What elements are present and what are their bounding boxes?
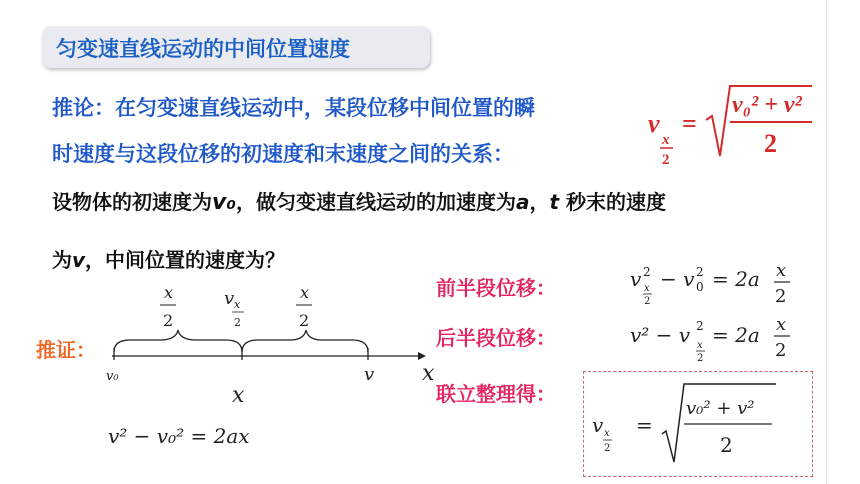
mid-v-sub-den: 2 [234, 316, 241, 329]
brace-left [114, 330, 242, 352]
proof-label: 推证： [36, 338, 96, 362]
formula-top-sub-den: 2 [662, 152, 670, 168]
problem-text-b: ，做匀变速直线运动的加速度为 [235, 190, 516, 214]
formula-top-numerator: v₀² + v² [732, 92, 802, 118]
svg-text:v² − v: v² − v [630, 323, 691, 347]
svg-text:2: 2 [720, 433, 733, 457]
brace-right [242, 330, 368, 352]
svg-text:v: v [630, 267, 642, 291]
var-v: v [72, 248, 86, 272]
first-half-label: 前半段位移： [436, 276, 556, 300]
formula-top-lhs: v [648, 109, 660, 138]
page-title: 匀变速直线运动的中间位置速度 [56, 37, 350, 61]
svg-text:x: x [604, 428, 610, 439]
formula-top-sub-num: x [662, 132, 670, 148]
axis-arrow [418, 352, 426, 360]
combine-label: 联立整理得： [436, 382, 556, 406]
svg-text:2: 2 [644, 296, 651, 307]
svg-text:=: = [636, 413, 653, 437]
problem-line-1 [52, 186, 666, 215]
equation-whole-displacement: v² − v₀² = 2ax [108, 424, 250, 448]
svg-text:x: x [776, 260, 787, 281]
svg-text:2: 2 [604, 443, 611, 454]
mid-v-sub-num: x [234, 298, 241, 311]
inference-line-1: 推论：在匀变速直线运动中，某段位移中间位置的瞬 [52, 96, 535, 120]
formula-top-eq: = [682, 109, 697, 138]
total-length-label: x [232, 383, 245, 408]
svg-text:x: x [697, 340, 703, 351]
svg-text:− v: − v [660, 267, 695, 291]
problem-text-f: ，中间位置的速度为？ [85, 248, 286, 272]
problem-line-2 [52, 244, 285, 273]
svg-text:2: 2 [643, 265, 651, 279]
var-v0: v₀ [212, 190, 236, 215]
first-half-equation [630, 258, 830, 308]
svg-text:= 2a: = 2a [712, 267, 760, 291]
svg-text:2: 2 [775, 340, 787, 361]
formula-top-denominator: 2 [764, 129, 777, 158]
svg-text:0: 0 [696, 280, 704, 294]
half-label-right-den: 2 [299, 311, 310, 330]
second-half-equation [630, 308, 830, 364]
inference-line-2: 时速度与这段位移的初速度和末速度之间的关系： [52, 142, 514, 166]
displacement-diagram [100, 276, 450, 410]
svg-text:= 2a: = 2a [712, 323, 760, 347]
half-label-right-num: x [300, 283, 310, 302]
end-point-label: v [364, 364, 375, 385]
svg-text:2: 2 [775, 286, 787, 307]
problem-text-c: ， [529, 190, 550, 214]
svg-text:x: x [644, 283, 650, 294]
result-formula [586, 374, 808, 472]
start-point-label: v₀ [106, 369, 119, 384]
svg-text:2: 2 [697, 353, 704, 364]
problem-text-a: 设物体的初速度为 [52, 190, 212, 214]
half-label-left-num: x [164, 283, 174, 302]
mid-v-label: v [224, 288, 235, 309]
problem-text-d: 秒末的速度 [559, 190, 667, 214]
svg-text:v₀² + v²: v₀² + v² [686, 398, 755, 419]
axis-label: x [422, 361, 435, 386]
second-half-label: 后半段位移： [436, 326, 556, 350]
slide-edge-line [826, 0, 827, 484]
var-t: t [549, 190, 560, 214]
formula-top [640, 80, 820, 170]
var-a: a [515, 190, 530, 214]
svg-text:v: v [592, 413, 604, 437]
half-label-left-den: 2 [163, 311, 174, 330]
svg-text:x: x [776, 314, 787, 335]
svg-text:2: 2 [696, 319, 704, 333]
svg-text:2: 2 [696, 265, 704, 279]
problem-text-e: 为 [52, 248, 72, 272]
